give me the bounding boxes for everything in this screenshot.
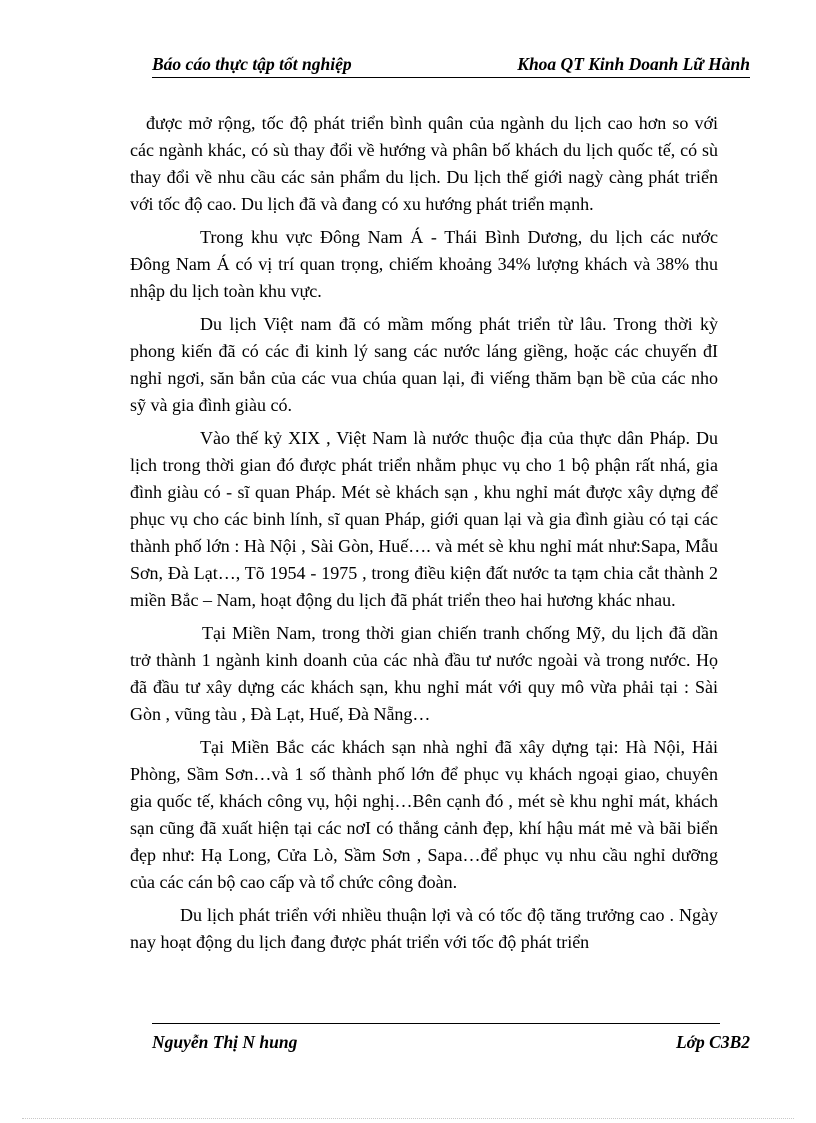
paragraph-1: được mở rộng, tốc độ phát triển bình quân của ngành du lịch cao hơn so với các ngành khác, có sù thay đổi về hướng và phân bố khách du lịch quốc tế, có sù thay đổi về nhu cầu các sản phẩm du lịch. Du lịch thế giới nagỳ càng phát triển với tốc độ cao. Du lịch đã và đang có xu hướng phát triển mạnh. bbox=[130, 113, 718, 214]
page-bottom-border bbox=[22, 1118, 794, 1119]
footer-class: Lớp C3B2 bbox=[675, 1032, 750, 1052]
document-body bbox=[130, 110, 718, 962]
paragraph-2: Trong khu vực Đông Nam Á - Thái Bình Dương, du lịch các nước Đông Nam Á có vị trí quan trọng, chiếm khoảng 34% lượng khách và 38% thu nhập du lịch toàn khu vực. bbox=[130, 227, 718, 301]
paragraph-7: Du lịch phát triển với nhiều thuận lợi và có tốc độ tăng trưởng cao . Ngày nay hoạt động du lịch đang được phát triển với tốc độ phát triển bbox=[130, 905, 718, 952]
header-faculty: Khoa QT Kinh Doanh Lữ Hành bbox=[517, 53, 750, 74]
footer-author: Nguyễn Thị N hung bbox=[152, 1032, 298, 1052]
page-footer bbox=[152, 1032, 750, 1053]
paragraph-6: Tại Miền Bắc các khách sạn nhà nghỉ đã xây dựng tại: Hà Nội, Hải Phòng, Sầm Sơn…và 1 số thành phố lớn để phục vụ khách ngoại giao, chuyên gia quốc tế, khách công vụ, hội nghị…Bên cạnh đó , mét sè khu nghỉ mát, khách sạn cũng đã xuất hiện tại các nơI có thắng cảnh đẹp, khí hậu mát mẻ và bãi biển đẹp như: Hạ Long, Cửa Lò, Sầm Sơn , Sapa…để phục vụ nhu cầu nghỉ dưỡng của các cán bộ cao cấp và tổ chức công đoàn. bbox=[130, 737, 718, 892]
page-header bbox=[152, 52, 750, 78]
paragraph-4: Vào thế kỷ XIX , Việt Nam là nước thuộc địa của thực dân Pháp. Du lịch trong thời gian đó được phát triển nhằm phục vụ cho 1 bộ phận rất nhá, gia đình giàu có - sĩ quan Pháp. Mét sè khách sạn , khu nghỉ mát được xây dựng để phục vụ cho các binh lính, sĩ quan Pháp, giới quan lại và gia đình giàu có tại các thành phố lớn : Hà Nội , Sài Gòn, Huế…. và mét sè khu nghỉ mát như:Sapa, Mẫu Sơn, Đà Lạt…, Tõ 1954 - 1975 , trong điều kiện đất nước ta tạm chia cắt thành 2 miền Bắc – Nam, hoạt động du lịch đã phát triển theo hai hương khác nhau. bbox=[130, 428, 718, 610]
footer-divider bbox=[152, 1023, 720, 1024]
paragraph-3: Du lịch Việt nam đã có mầm mống phát triển từ lâu. Trong thời kỳ phong kiến đã có các đi kinh lý sang các nước láng giềng, hoặc các chuyến đI nghỉ ngơi, săn bắn của các vua chúa quan lại, đi viếng thăm bạn bề của các nho sỹ và gia đình giàu có. bbox=[130, 314, 718, 415]
header-report-title: Báo cáo thực tập tốt nghiệp bbox=[152, 53, 352, 74]
paragraph-5: Tại Miền Nam, trong thời gian chiến tranh chống Mỹ, du lịch đã dần trở thành 1 ngành kinh doanh của các nhà đầu tư nước ngoài và trong nước. Họ đã đầu tư xây dựng các khách sạn, khu nghỉ mát với quy mô vừa phải tại : Sài Gòn , vũng tàu , Đà Lạt, Huế, Đà Nẵng… bbox=[130, 623, 718, 724]
